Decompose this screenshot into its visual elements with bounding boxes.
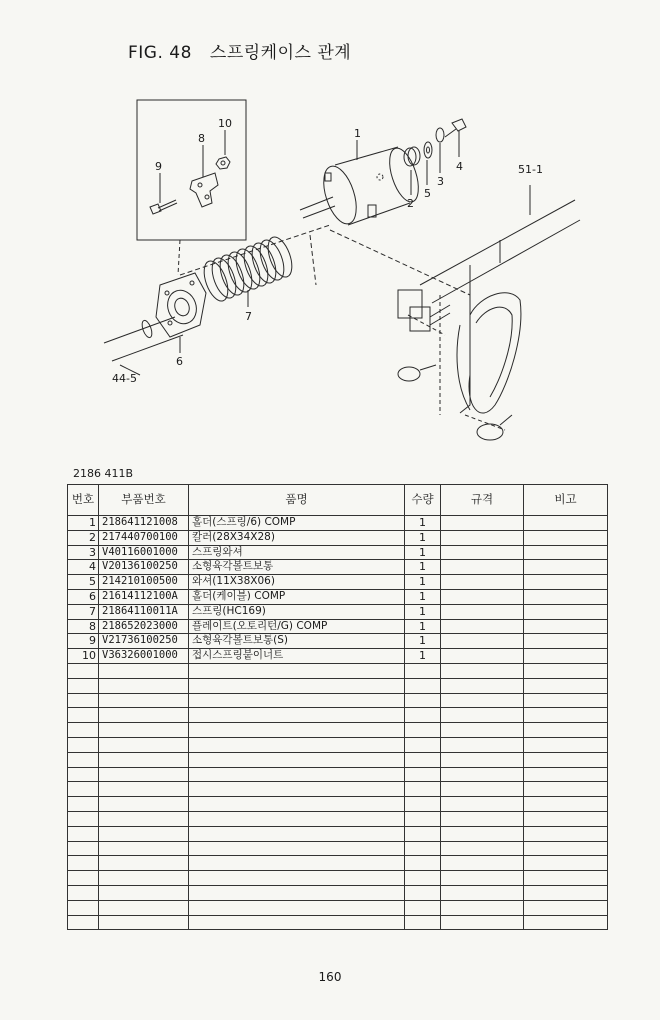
empty-cell xyxy=(441,811,524,826)
empty-cell xyxy=(99,737,189,752)
empty-cell xyxy=(405,708,441,723)
empty-table-row xyxy=(68,826,608,841)
washer-part xyxy=(424,142,432,158)
empty-table-row xyxy=(68,915,608,930)
page-number: 160 xyxy=(318,970,342,984)
row-number-cell: 6 xyxy=(68,589,99,604)
empty-table-row xyxy=(68,752,608,767)
part-name-cell: 홀더(케이블) COMP xyxy=(189,589,405,604)
empty-cell xyxy=(189,900,405,915)
empty-table-row xyxy=(68,782,608,797)
quantity-cell: 1 xyxy=(405,619,441,634)
empty-cell xyxy=(189,811,405,826)
empty-cell xyxy=(405,900,441,915)
spec-cell xyxy=(441,516,524,531)
empty-table-row xyxy=(68,900,608,915)
empty-cell xyxy=(405,797,441,812)
part-number-cell: 218652023000 xyxy=(99,619,189,634)
empty-cell xyxy=(99,708,189,723)
part-number-cell: 218641121008 xyxy=(99,516,189,531)
empty-cell xyxy=(524,841,608,856)
exploded-parts-diagram xyxy=(0,85,660,465)
empty-cell xyxy=(68,767,99,782)
empty-cell xyxy=(99,915,189,930)
empty-cell xyxy=(189,663,405,678)
empty-cell xyxy=(189,752,405,767)
remarks-cell xyxy=(524,619,608,634)
table-row xyxy=(68,634,608,649)
part-number-cell: V20136100250 xyxy=(99,560,189,575)
empty-cell xyxy=(99,871,189,886)
spec-cell xyxy=(441,619,524,634)
empty-cell xyxy=(68,856,99,871)
spec-cell xyxy=(441,530,524,545)
empty-cell xyxy=(524,856,608,871)
row-number-cell: 8 xyxy=(68,619,99,634)
empty-cell xyxy=(405,811,441,826)
page-title xyxy=(128,38,351,63)
empty-cell xyxy=(441,900,524,915)
empty-cell xyxy=(441,678,524,693)
empty-table-row xyxy=(68,797,608,812)
empty-cell xyxy=(68,737,99,752)
part-number-cell: V36326001000 xyxy=(99,649,189,664)
empty-cell xyxy=(441,841,524,856)
label-3: 3 xyxy=(437,175,444,188)
part-name-cell: 접시스프링붙이너트 xyxy=(189,649,405,664)
empty-table-row xyxy=(68,663,608,678)
empty-table-row xyxy=(68,708,608,723)
empty-cell xyxy=(524,871,608,886)
empty-cell xyxy=(68,782,99,797)
remarks-cell xyxy=(524,575,608,590)
empty-cell xyxy=(68,811,99,826)
remarks-cell xyxy=(524,516,608,531)
empty-cell xyxy=(524,811,608,826)
quantity-cell: 1 xyxy=(405,589,441,604)
empty-cell xyxy=(441,885,524,900)
remarks-cell xyxy=(524,589,608,604)
quantity-cell: 1 xyxy=(405,560,441,575)
empty-cell xyxy=(68,915,99,930)
plate-part xyxy=(190,173,218,207)
empty-cell xyxy=(405,737,441,752)
empty-cell xyxy=(99,856,189,871)
empty-cell xyxy=(68,752,99,767)
part-name-cell: 소형육각볼트보통(S) xyxy=(189,634,405,649)
empty-cell xyxy=(441,663,524,678)
row-number-cell: 3 xyxy=(68,545,99,560)
document-code: 2186 411B xyxy=(73,467,134,480)
empty-cell xyxy=(441,871,524,886)
empty-cell xyxy=(99,811,189,826)
empty-table-row xyxy=(68,885,608,900)
quantity-cell: 1 xyxy=(405,516,441,531)
empty-cell xyxy=(99,885,189,900)
empty-cell xyxy=(441,915,524,930)
empty-cell xyxy=(189,826,405,841)
row-number-cell: 4 xyxy=(68,560,99,575)
empty-cell xyxy=(189,737,405,752)
empty-cell xyxy=(189,782,405,797)
empty-cell xyxy=(441,737,524,752)
empty-table-row xyxy=(68,693,608,708)
empty-cell xyxy=(441,767,524,782)
spec-cell xyxy=(441,545,524,560)
empty-cell xyxy=(189,856,405,871)
part-name-cell: 와셔(11X38X06) xyxy=(189,575,405,590)
empty-table-row xyxy=(68,856,608,871)
remarks-cell xyxy=(524,634,608,649)
quantity-cell: 1 xyxy=(405,575,441,590)
empty-table-row xyxy=(68,737,608,752)
empty-cell xyxy=(405,663,441,678)
spec-cell xyxy=(441,649,524,664)
spec-cell xyxy=(441,634,524,649)
remarks-cell xyxy=(524,604,608,619)
empty-table-row xyxy=(68,678,608,693)
part-number-cell: V40116001000 xyxy=(99,545,189,560)
empty-cell xyxy=(524,708,608,723)
empty-cell xyxy=(68,678,99,693)
empty-cell xyxy=(189,767,405,782)
col-header-part-number: 부품번호 xyxy=(99,485,189,516)
spec-cell xyxy=(441,560,524,575)
empty-cell xyxy=(99,693,189,708)
bolt-part xyxy=(150,204,161,214)
row-number-cell: 10 xyxy=(68,649,99,664)
part-name-cell: 칼러(28X34X28) xyxy=(189,530,405,545)
empty-cell xyxy=(441,693,524,708)
col-header-number: 번호 xyxy=(68,485,99,516)
empty-cell xyxy=(99,841,189,856)
empty-cell xyxy=(405,752,441,767)
empty-cell xyxy=(189,797,405,812)
empty-cell xyxy=(405,693,441,708)
empty-cell xyxy=(99,826,189,841)
part-name-cell: 플레이트(오토리턴/G) COMP xyxy=(189,619,405,634)
empty-cell xyxy=(99,663,189,678)
col-header-spec: 규격 xyxy=(441,485,524,516)
spec-cell xyxy=(441,575,524,590)
empty-cell xyxy=(524,693,608,708)
label-51-1: 51-1 xyxy=(518,163,543,176)
empty-cell xyxy=(189,915,405,930)
row-number-cell: 2 xyxy=(68,530,99,545)
empty-table-row xyxy=(68,841,608,856)
part-number-cell: V21736100250 xyxy=(99,634,189,649)
empty-cell xyxy=(441,856,524,871)
empty-cell xyxy=(441,782,524,797)
empty-table-row xyxy=(68,871,608,886)
empty-cell xyxy=(405,915,441,930)
quantity-cell: 1 xyxy=(405,649,441,664)
part-number-cell: 214210100500 xyxy=(99,575,189,590)
empty-cell xyxy=(441,752,524,767)
empty-cell xyxy=(99,797,189,812)
empty-cell xyxy=(68,723,99,738)
empty-cell xyxy=(524,737,608,752)
empty-cell xyxy=(441,723,524,738)
table-row xyxy=(68,589,608,604)
remarks-cell xyxy=(524,560,608,575)
empty-cell xyxy=(524,782,608,797)
table-row xyxy=(68,575,608,590)
remarks-cell xyxy=(524,545,608,560)
spec-cell xyxy=(441,589,524,604)
part-name-cell: 스프링와셔 xyxy=(189,545,405,560)
empty-cell xyxy=(405,782,441,797)
empty-cell xyxy=(68,885,99,900)
empty-cell xyxy=(405,826,441,841)
empty-cell xyxy=(524,797,608,812)
empty-cell xyxy=(405,856,441,871)
empty-cell xyxy=(441,826,524,841)
cable-holder-part xyxy=(156,273,206,337)
empty-table-row xyxy=(68,723,608,738)
empty-cell xyxy=(524,723,608,738)
spring-washer-part xyxy=(436,128,444,142)
table-row xyxy=(68,545,608,560)
quantity-cell: 1 xyxy=(405,530,441,545)
empty-cell xyxy=(524,915,608,930)
empty-cell xyxy=(68,841,99,856)
label-6: 6 xyxy=(176,355,183,368)
empty-cell xyxy=(441,797,524,812)
row-number-cell: 9 xyxy=(68,634,99,649)
label-44-5: 44-5 xyxy=(112,372,137,385)
label-1: 1 xyxy=(354,127,361,140)
table-header-row xyxy=(68,485,608,516)
row-number-cell: 5 xyxy=(68,575,99,590)
empty-cell xyxy=(99,782,189,797)
label-5: 5 xyxy=(424,187,431,200)
empty-cell xyxy=(99,767,189,782)
remarks-cell xyxy=(524,649,608,664)
empty-cell xyxy=(405,841,441,856)
table-row xyxy=(68,516,608,531)
empty-cell xyxy=(405,723,441,738)
empty-cell xyxy=(189,678,405,693)
quantity-cell: 1 xyxy=(405,604,441,619)
remarks-cell xyxy=(524,530,608,545)
empty-cell xyxy=(68,900,99,915)
empty-cell xyxy=(99,723,189,738)
spec-cell xyxy=(441,604,524,619)
empty-cell xyxy=(189,723,405,738)
col-header-part-name: 품명 xyxy=(189,485,405,516)
empty-cell xyxy=(405,678,441,693)
nut-part xyxy=(216,157,230,169)
label-10: 10 xyxy=(218,117,232,130)
empty-cell xyxy=(524,826,608,841)
empty-cell xyxy=(405,871,441,886)
table-row xyxy=(68,619,608,634)
col-header-quantity: 수량 xyxy=(405,485,441,516)
row-number-cell: 7 xyxy=(68,604,99,619)
label-4: 4 xyxy=(456,160,463,173)
table-row xyxy=(68,560,608,575)
empty-cell xyxy=(524,678,608,693)
empty-cell xyxy=(189,708,405,723)
spring-holder-part xyxy=(300,145,424,228)
empty-cell xyxy=(441,708,524,723)
empty-cell xyxy=(189,871,405,886)
empty-cell xyxy=(68,826,99,841)
empty-cell xyxy=(68,797,99,812)
frame-part xyxy=(398,185,580,440)
empty-cell xyxy=(99,900,189,915)
empty-cell xyxy=(68,663,99,678)
empty-cell xyxy=(189,693,405,708)
empty-table-row xyxy=(68,767,608,782)
empty-cell xyxy=(524,663,608,678)
empty-cell xyxy=(524,885,608,900)
quantity-cell: 1 xyxy=(405,634,441,649)
part-number-cell: 21864110011A xyxy=(99,604,189,619)
col-header-remarks: 비고 xyxy=(524,485,608,516)
empty-cell xyxy=(524,767,608,782)
label-7: 7 xyxy=(245,310,252,323)
empty-cell xyxy=(189,885,405,900)
part-name-cell: 스프링(HC169) xyxy=(189,604,405,619)
empty-table-row xyxy=(68,811,608,826)
empty-cell xyxy=(99,752,189,767)
empty-cell xyxy=(405,885,441,900)
empty-cell xyxy=(524,752,608,767)
empty-cell xyxy=(524,900,608,915)
figure-number: FIG. 48 xyxy=(128,43,192,63)
empty-cell xyxy=(68,693,99,708)
part-number-cell: 21614112100A xyxy=(99,589,189,604)
table-row xyxy=(68,530,608,545)
quantity-cell: 1 xyxy=(405,545,441,560)
empty-cell xyxy=(68,871,99,886)
empty-cell xyxy=(68,708,99,723)
part-number-cell: 217440700100 xyxy=(99,530,189,545)
table-row xyxy=(68,604,608,619)
empty-cell xyxy=(189,841,405,856)
empty-cell xyxy=(99,678,189,693)
part-name-cell: 소형육각볼트보통 xyxy=(189,560,405,575)
hex-bolt-part xyxy=(452,119,466,131)
empty-cell xyxy=(405,767,441,782)
part-name-cell: 홀더(스프링/6) COMP xyxy=(189,516,405,531)
figure-title: 스프링케이스 관계 xyxy=(209,43,352,63)
table-row xyxy=(68,649,608,664)
label-9: 9 xyxy=(155,160,162,173)
label-8: 8 xyxy=(198,132,205,145)
parts-table xyxy=(67,484,608,930)
label-2: 2 xyxy=(407,197,414,210)
row-number-cell: 1 xyxy=(68,516,99,531)
